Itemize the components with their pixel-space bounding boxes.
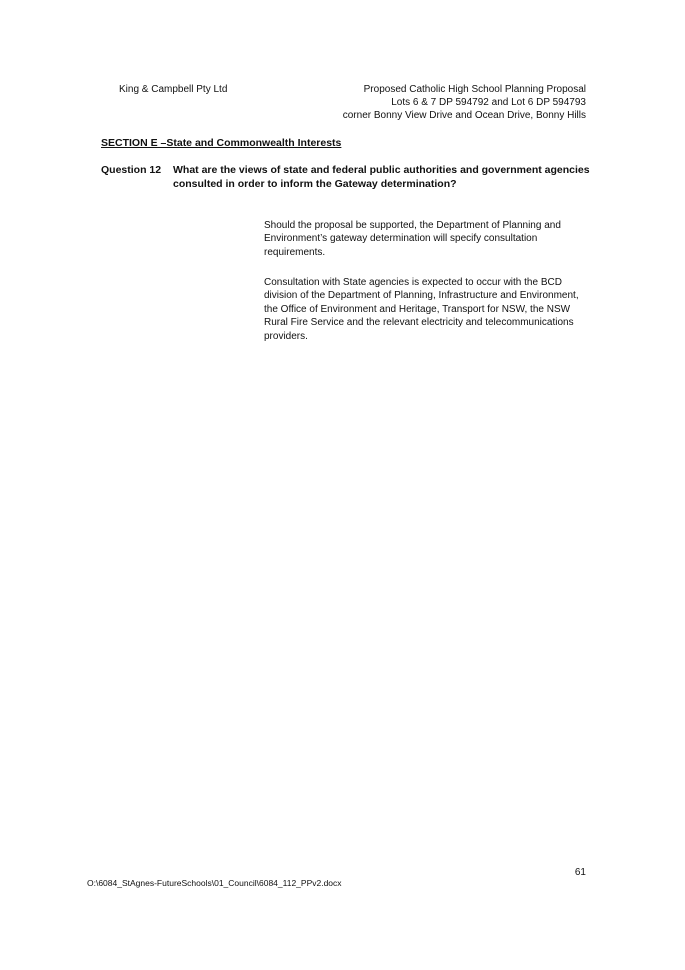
footer-file-path: O:\6084_StAgnes-FutureSchools\01_Council\6084_112_PPv2.docx: [87, 878, 342, 888]
header-title-line: Proposed Catholic High School Planning Proposal: [363, 84, 586, 95]
body-paragraph: Consultation with State agencies is expected to occur with the BCD division of the Department of Planning, Infrastructure and Environment, the Office of Environment and Heritage, Transport for NSW, the NSW Rural Fire Service and the relevant electricity and telecommunications providers.: [264, 277, 579, 342]
header-title-line: corner Bonny View Drive and Ocean Drive, Bonny Hills: [342, 110, 586, 121]
page-number: 61: [574, 867, 586, 878]
body-paragraph: Should the proposal be supported, the Department of Planning and Environment’s gateway determination will specify consultation requirements.: [264, 220, 561, 258]
header-title-line: Lots 6 & 7 DP 594792 and Lot 6 DP 594793: [391, 97, 586, 108]
question-label: Question 12: [101, 164, 162, 176]
header-project-info: [343, 83, 586, 122]
header-company: King & Campbell Pty Ltd: [119, 84, 228, 95]
question-text: What are the views of state and federal public authorities and government agencies consulted in order to inform the Gateway determination?: [173, 164, 590, 190]
section-heading: SECTION E –State and Commonwealth Interests: [101, 137, 342, 149]
